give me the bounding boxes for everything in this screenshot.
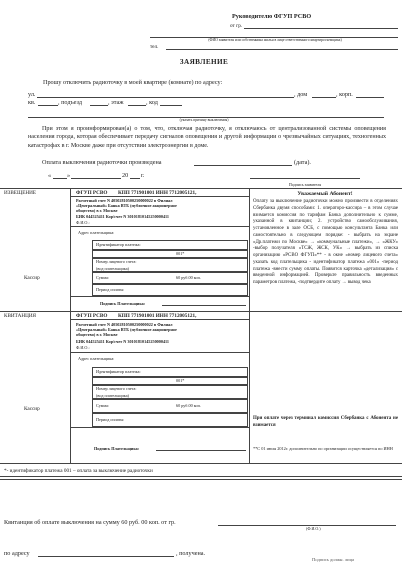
request-line: Прошу отключить радиоточку в моей квартире (комнате) по адресу: (43, 79, 223, 86)
date-open-quote: « (48, 172, 52, 179)
warning-text: При этом я проинформирован(а) о том, что, отключая радиоточку, я отключаюсь от централизованной системы оповещения населения города, которая обеспечивает передачу сигналов оповещения и другой информации о чрезвычайных ситуациях, техногенных катастрофах в г. Москве даже при отсутствии электроэнергии в доме. (28, 126, 386, 149)
month-field-line[interactable] (71, 178, 121, 179)
street-field-line[interactable] (37, 97, 294, 98)
notice-row-divider (70, 296, 249, 297)
notice-org-name: ФГУП РСВО (76, 190, 108, 196)
notice-sum-value: 60 руб.00 коп. (176, 275, 201, 280)
id-note: *- идентификатор платежа 001 – оплата за выключение радиоточки (4, 468, 153, 474)
receipt-line-text: Квитанция об оплате выключения на сумму 60 руб. 00 коп. от гр. (4, 519, 176, 526)
footer-divider (0, 476, 402, 477)
receipt-row-divider (70, 352, 249, 353)
notice-period-label: Период оплаты: (96, 287, 125, 292)
document-title: ЗАЯВЛЕНИЕ (179, 58, 229, 66)
receipt-period-label: Период оплаты: (96, 417, 125, 422)
house-label: , дом (294, 91, 308, 98)
notice-label: ИЗВЕЩЕНИЕ (4, 190, 37, 196)
signature-label: Подпись заявителя (288, 182, 322, 187)
kv-label: кв. (28, 99, 36, 106)
slip-mid-border (0, 311, 402, 312)
entrance-field-line[interactable] (90, 105, 108, 106)
notice-sum-box[interactable] (92, 272, 248, 284)
address-field-line[interactable] (38, 556, 174, 557)
cashier-label-receipt: Кассир (24, 406, 40, 412)
notice-account-2: «Центральный» Банка ВТБ (публичное акционерное (76, 203, 177, 208)
notice-payer-signature: Подпись Плательщика: (100, 301, 146, 306)
payment-line-label: Оплата выключения радиоточки произведена (42, 159, 162, 166)
korp-label: , корп. (336, 91, 353, 98)
receipt-label: КВИТАНЦИЯ (4, 313, 37, 319)
notice-payer-address: Адрес плательщика: (78, 230, 115, 235)
receipt-personal-account-note: (вод плательщика) (96, 393, 129, 398)
receipt-signature-line[interactable] (156, 450, 246, 451)
street-label: ул. (28, 91, 36, 98)
receipt-sum-box[interactable] (92, 399, 248, 413)
notice-row-divider (70, 226, 249, 227)
year-prefix: 20 (122, 172, 129, 179)
receipt-row-divider (70, 427, 249, 428)
floor-field-line[interactable] (128, 105, 146, 106)
entrance-label: , подъезд (58, 99, 82, 106)
payment-line-end: (дата). (294, 159, 311, 166)
phone-label: тел. (150, 44, 159, 50)
notice-id-label: Идентификатор платежа: (96, 242, 141, 247)
notice-personal-account: Номер лицевого счета: (96, 259, 137, 264)
receipt-fio: Ф.И.О.: (76, 345, 90, 350)
notice-right-footnote: **С 01 июля 2012г. дополнительно по организации осуществляется по ИНН (253, 446, 393, 451)
notice-personal-account-note: (вод плательщика) (96, 266, 129, 271)
receipt-sum-label: Сумма: (96, 403, 110, 408)
receipt-id-value-box (92, 377, 248, 385)
received-text: , получена. (176, 550, 206, 557)
date-close-quote: » (67, 172, 71, 179)
korp-field-line[interactable] (356, 97, 384, 98)
year-field-line[interactable] (130, 178, 140, 179)
notice-row-divider (70, 196, 249, 197)
footer-divider-2 (0, 479, 402, 480)
notice-sum-label: Сумма: (96, 275, 110, 280)
addressee: Руководителю ФГУП РСВО (232, 13, 312, 20)
notice-fio: Ф.И.О.: (76, 220, 90, 225)
receipt-kpp-inn: КПП 771901001 ИНН 7712005121, (118, 313, 197, 319)
notice-right-text: Оплату за выключение радиоточки можно произвести в отделениях Сбербанка двумя способами: 1. операторо-кассира – в этом случае взимается комиссия по тарифам Банка дополнительно к сумме, указанной в квитанции; 2. устройство самообслуживания, установленное в зале ОСБ, с помощью консультанта Банка или самостоятельно в следующем порядке: - выбрать на экране «Др.платежи по Москве» → «коммунальные платежи», → «ЖКУ» -выбор получателя «ТСЖ, ЖСК, УК» → выбрать из списка организацию «РСВО ФГУП»** - в окне «номер лицевого счета» указать код плательщика - идентификатор платежа «001» -период платежа -внести сумму оплаты. Появится карточка «детализация» с введенной информацией. Проверьте правильность введенных параметров платежа, -подтвердите оплату → вывод чека (253, 199, 398, 285)
notice-signature-line[interactable] (162, 305, 246, 306)
fio-note: (Ф.И.О.) (306, 526, 321, 531)
applicant-signature-line[interactable] (250, 178, 360, 179)
notice-right-title: Уважаемый Абонент! (297, 191, 353, 197)
house-field-line[interactable] (312, 97, 336, 98)
slip-top-border (0, 188, 402, 189)
receipt-id-label: Идентификатор платежа: (96, 369, 141, 374)
receipt-payer-signature: Подпись Плательщика: (94, 446, 140, 451)
receipt-bik: БИК 044525411 Кор/счет N 30101810145250000411 (76, 339, 169, 344)
notice-kpp-inn: КПП 771901001 ИНН 7712005121, (118, 190, 197, 196)
cashier-label-notice: Кассир (24, 275, 40, 281)
notice-id-value: 001* (176, 251, 185, 256)
slip-right-divider (249, 188, 250, 463)
receipt-id-value: 001* (176, 378, 185, 383)
from-label: от гр. (230, 23, 243, 29)
receipt-account-3: общество) в г. Москве (76, 332, 118, 337)
receipt-account-1: Расчетный счет N 40502810500250000022 в Филиал (76, 322, 173, 327)
slip-bottom-border (0, 463, 402, 464)
phone-field-line[interactable] (166, 49, 398, 50)
address-line-label: по адресу (4, 550, 30, 557)
receipt-row-divider (70, 319, 249, 320)
floor-label: , этаж (108, 99, 124, 106)
reason-note: (указать причину выключения) (179, 118, 229, 122)
year-suffix: г. (141, 172, 145, 179)
day-field-line[interactable] (53, 178, 67, 179)
receipt-account-2: «Центральный» Банка ВТБ (публичное акционерное (76, 327, 177, 332)
notice-account-1: Расчетный счет N 40502810500250000022 в Филиал (76, 198, 173, 203)
receipt-org-name: ФГУП РСВО (76, 313, 108, 319)
from-field-line[interactable] (244, 28, 398, 29)
bottom-signature: Подпись должн. лица (312, 557, 355, 562)
code-label: , код (146, 99, 158, 106)
receipt-payer-address: Адрес плательщика: (78, 356, 115, 361)
from-note: (ФИО заявителя или собственника жилья в лице ответственного квартиросъемщика) (208, 38, 342, 42)
notice-bik: БИК 044525411 Кор/счет N 30101810145250000411 (76, 214, 169, 219)
receipt-sum-value: 60 руб.00 коп. (176, 403, 201, 408)
receipt-personal-account: Номер лицевого счета: (96, 386, 137, 391)
notice-account-3: общество) в г. Москве (76, 208, 118, 213)
slip-left-divider (70, 188, 71, 463)
kv-field-line[interactable] (38, 105, 58, 106)
payment-date-line[interactable] (194, 165, 292, 166)
notice-right-bold: При оплате через терминал комиссия Сбербанка с Абонента не взимается (253, 416, 398, 428)
code-field-line[interactable] (160, 105, 182, 106)
notice-id-value-box (92, 250, 248, 258)
